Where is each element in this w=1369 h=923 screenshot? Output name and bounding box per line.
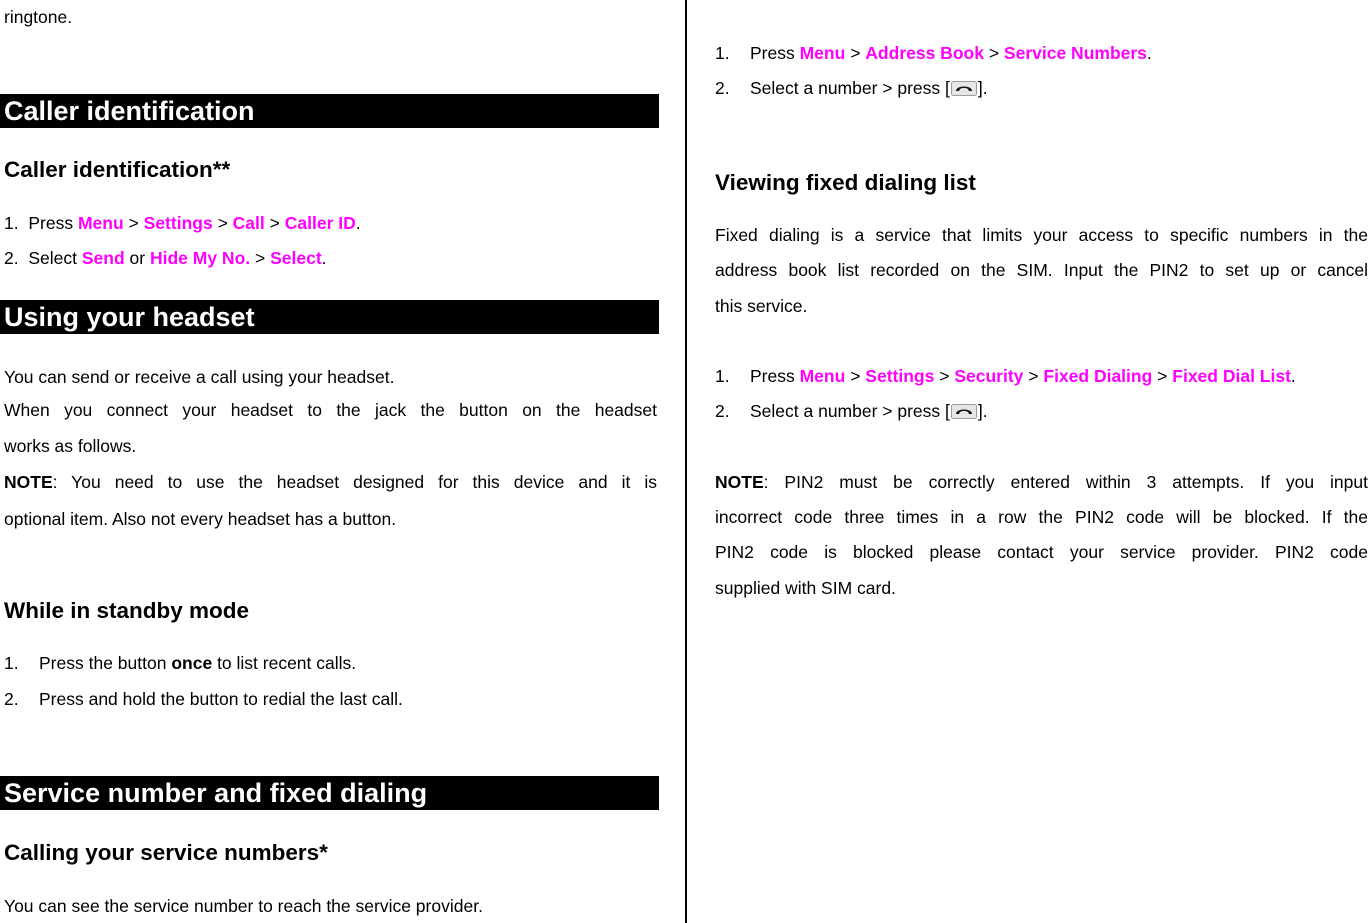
- fixed-paragraph-line-3: this service.: [715, 296, 808, 316]
- step-text: Press: [28, 213, 74, 233]
- step-number: 1.: [715, 366, 730, 386]
- period: .: [1290, 366, 1296, 386]
- caller-id-link: Caller ID: [284, 213, 356, 233]
- service-numbers-subtitle: Calling your service numbers*: [4, 840, 328, 865]
- note-label: NOTE: [4, 472, 53, 492]
- phone-send-icon: [951, 81, 977, 96]
- separator: >: [217, 213, 228, 233]
- headset-paragraph-2-line-1: When you connect your headset to the jack the button on the headset: [4, 400, 657, 420]
- headset-paragraph-2-line-2: works as follows.: [4, 436, 137, 456]
- caller-id-subtitle: Caller identification**: [4, 157, 231, 182]
- menu-link: Menu: [799, 366, 846, 386]
- separator: >: [850, 366, 861, 386]
- fixed-note-line-1: [715, 465, 1368, 500]
- note-text: : You need to use the headset designed for this device and it is: [52, 472, 657, 492]
- bracket-end: ].: [977, 78, 988, 98]
- settings-link: Settings: [865, 366, 935, 386]
- select-link: Select: [270, 248, 322, 268]
- step-text: to list recent calls.: [217, 653, 357, 673]
- step-text: Press and hold the button to redial the last call.: [39, 689, 403, 709]
- fixed-note-line-4: supplied with SIM card.: [715, 578, 896, 598]
- fixed-paragraph-line-2: address book list recorded on the SIM. Input the PIN2 to set up or cancel: [715, 260, 1368, 280]
- section-bar-service-number: Service number and fixed dialing: [0, 776, 659, 810]
- headset-note-line-1: [4, 465, 657, 500]
- separator: >: [1157, 366, 1168, 386]
- separator: >: [988, 43, 1000, 63]
- fixed-dial-list-link: Fixed Dial List: [1172, 366, 1291, 386]
- step-number: 1.: [4, 213, 19, 233]
- section-bar-caller-identification: Caller identification: [0, 94, 659, 128]
- fixed-step-1: [715, 366, 1296, 386]
- settings-link: Settings: [143, 213, 213, 233]
- headset-note-line-2: optional item. Also not every headset has a button.: [4, 509, 397, 529]
- caller-id-step-1: [4, 213, 361, 233]
- step-number: 2.: [715, 401, 730, 421]
- step-number: 1.: [4, 653, 19, 673]
- address-book-link: Address Book: [865, 43, 984, 63]
- service-step-1: [715, 43, 1152, 63]
- separator: >: [850, 43, 861, 63]
- phone-send-icon: [951, 404, 977, 419]
- fixed-paragraph-line-1: Fixed dialing is a service that limits your access to specific numbers in the: [715, 225, 1368, 245]
- fixed-step-2: [715, 401, 988, 421]
- separator: >: [269, 213, 280, 233]
- step-number: 2.: [4, 248, 19, 268]
- step-number: 2.: [715, 78, 730, 98]
- separator: >: [128, 213, 139, 233]
- step-text: Select: [28, 248, 77, 268]
- note-label: NOTE: [715, 472, 764, 492]
- column-divider: [685, 0, 687, 923]
- bracket-end: ].: [977, 401, 988, 421]
- menu-link: Menu: [77, 213, 124, 233]
- fixed-dialing-title: Viewing fixed dialing list: [715, 170, 976, 195]
- call-link: Call: [232, 213, 265, 233]
- step-number: 2.: [4, 689, 19, 709]
- service-paragraph: You can see the service number to reach the service provider.: [4, 896, 483, 916]
- service-numbers-link: Service Numbers: [1003, 43, 1147, 63]
- step-text: Select a number > press [: [750, 78, 950, 98]
- security-link: Security: [954, 366, 1024, 386]
- fixed-note-line-3: PIN2 code is blocked please contact your service provider. PIN2 code: [715, 542, 1368, 562]
- fixed-note-line-2: incorrect code three times in a row the PIN2 code will be blocked. If the: [715, 507, 1368, 527]
- send-link: Send: [81, 248, 125, 268]
- or-text: or: [129, 248, 146, 268]
- menu-link: Menu: [799, 43, 846, 63]
- ringtone-fragment: ringtone.: [4, 7, 73, 27]
- once-bold: once: [171, 653, 213, 673]
- step-number: 1.: [715, 43, 730, 63]
- caller-id-step-2: [4, 248, 327, 268]
- separator: >: [1028, 366, 1039, 386]
- standby-mode-title: While in standby mode: [4, 598, 250, 623]
- standby-step-1: [4, 653, 356, 673]
- period: .: [321, 248, 327, 268]
- separator: >: [255, 248, 266, 268]
- service-step-2: [715, 78, 988, 98]
- step-text: Press the button: [39, 653, 167, 673]
- step-text: Press: [750, 366, 795, 386]
- standby-step-2: [4, 689, 403, 709]
- section-bar-using-headset: Using your headset: [0, 300, 659, 334]
- headset-paragraph-1: You can send or receive a call using your headset.: [4, 367, 395, 387]
- period: .: [355, 213, 361, 233]
- separator: >: [939, 366, 950, 386]
- period: .: [1146, 43, 1152, 63]
- step-text: Select a number > press [: [750, 401, 950, 421]
- step-text: Press: [750, 43, 795, 63]
- note-text: : PIN2 must be correctly entered within 3 attempts. If you input: [763, 472, 1368, 492]
- hide-my-no-link: Hide My No.: [149, 248, 251, 268]
- fixed-dialing-link: Fixed Dialing: [1043, 366, 1153, 386]
